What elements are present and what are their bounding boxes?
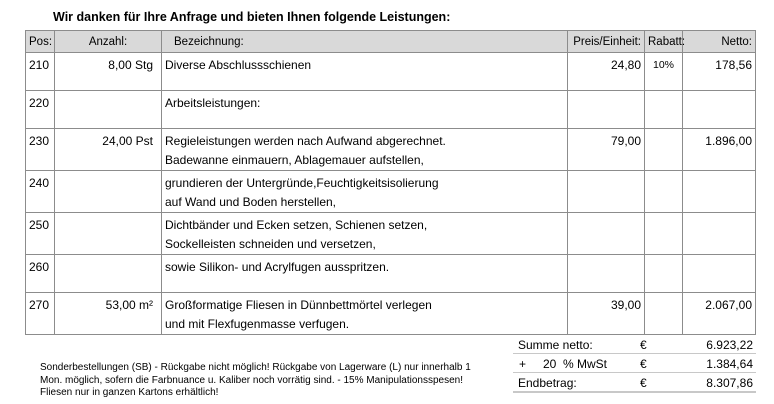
row-anzahl (55, 91, 162, 129)
table-row (26, 171, 756, 213)
row-netto (683, 255, 756, 293)
table-row (26, 91, 756, 129)
table-row (26, 255, 756, 293)
offer-items-table (25, 30, 756, 335)
row-line: Arbeitsleistungen: (165, 96, 261, 110)
row-pos: 270 (26, 293, 55, 335)
row-preis (568, 213, 645, 255)
row-rabatt (645, 171, 683, 213)
row-preis: 79,00 (568, 129, 645, 171)
row-line: Großformatige Fliesen in Dünnbettmörtel verlegen (165, 298, 432, 312)
row-anzahl: 8,00 Stg (55, 53, 162, 91)
return-policy-note: Sonderbestellungen (SB) - Rückgabe nicht möglich! Rückgabe von Lagerware (L) nur innerhalb 1 Mon. möglich, sofern die Farbnuance u. Kaliber noch vorrätig sind. - 15% Manipulationsspesen! Fliesen nur in ganzen Kartons erhältlich! (40, 362, 471, 398)
row-line: und mit Flexfugenmasse verfugen. (165, 317, 350, 331)
row-bezeichnung (162, 53, 568, 91)
table-row (26, 213, 756, 255)
row-bezeichnung (162, 293, 568, 335)
row-anzahl (55, 213, 162, 255)
row-netto (683, 213, 756, 255)
row-line: Badewanne einmauern, Ablagemauer aufstellen, (165, 153, 424, 167)
vat-row (513, 354, 756, 373)
row-preis: 24,80 (568, 53, 645, 91)
row-netto (683, 91, 756, 129)
row-rabatt (645, 293, 683, 335)
endbetrag-label: Endbetrag: (518, 376, 577, 390)
table-header-row (26, 31, 756, 53)
row-preis (568, 91, 645, 129)
row-anzahl: 53,00 m² (55, 293, 162, 335)
row-line: grundieren der Untergründe,Feuchtigkeitsisolierung (165, 176, 439, 190)
vat-value: 1.384,64 (706, 357, 753, 371)
row-line: Dichtbänder und Ecken setzen, Schienen setzen, (165, 218, 428, 232)
row-preis (568, 171, 645, 213)
header-pos: Pos: (26, 31, 55, 53)
row-rabatt (645, 213, 683, 255)
header-anzahl: Anzahl: (55, 31, 162, 53)
row-rabatt (645, 129, 683, 171)
row-bezeichnung (162, 91, 568, 129)
row-line: auf Wand und Boden herstellen, (165, 195, 337, 209)
row-bezeichnung (162, 129, 568, 171)
totals-summary (513, 335, 756, 393)
row-preis: 39,00 (568, 293, 645, 335)
summe-netto-value: 6.923,22 (706, 338, 753, 352)
row-netto: 1.896,00 (683, 129, 756, 171)
header-rabatt: Rabatt: (645, 31, 683, 53)
row-bezeichnung (162, 171, 568, 213)
currency-symbol: € (640, 357, 647, 371)
row-pos: 250 (26, 213, 55, 255)
header-bezeichnung: Bezeichnung: (162, 31, 568, 53)
vat-rate: 20 % MwSt (543, 357, 608, 371)
row-bezeichnung (162, 213, 568, 255)
row-line: Regieleistungen werden nach Aufwand abgerechnet. (165, 134, 446, 148)
currency-symbol: € (640, 376, 647, 390)
row-line: sowie Silikon- und Acrylfugen ausspritzen. (165, 260, 390, 274)
row-pos: 240 (26, 171, 55, 213)
endbetrag-row (513, 373, 756, 393)
offer-intro-title: Wir danken für Ihre Anfrage und bieten Ihnen folgende Leistungen: (53, 10, 451, 24)
row-line: Sockelleisten schneiden und versetzen, (165, 237, 376, 251)
summe-netto-label: Summe netto: (518, 338, 593, 352)
table-row (26, 129, 756, 171)
row-pos: 260 (26, 255, 55, 293)
row-anzahl (55, 255, 162, 293)
summe-netto-row (513, 335, 756, 354)
row-anzahl: 24,00 Pst (55, 129, 162, 171)
header-preis: Preis/Einheit: (568, 31, 645, 53)
row-bezeichnung (162, 255, 568, 293)
row-rabatt (645, 91, 683, 129)
row-pos: 220 (26, 91, 55, 129)
row-rabatt: 10% (645, 53, 683, 91)
currency-symbol: € (640, 338, 647, 352)
table-row (26, 53, 756, 91)
header-netto: Netto: (683, 31, 756, 53)
table-row (26, 293, 756, 335)
row-pos: 230 (26, 129, 55, 171)
endbetrag-value: 8.307,86 (706, 376, 753, 390)
row-line: Diverse Abschlussschienen (165, 58, 312, 72)
row-anzahl (55, 171, 162, 213)
row-netto (683, 171, 756, 213)
row-netto: 2.067,00 (683, 293, 756, 335)
row-rabatt (645, 255, 683, 293)
row-netto: 178,56 (683, 53, 756, 91)
row-pos: 210 (26, 53, 55, 91)
row-preis (568, 255, 645, 293)
vat-plus-sign: + (519, 357, 527, 371)
